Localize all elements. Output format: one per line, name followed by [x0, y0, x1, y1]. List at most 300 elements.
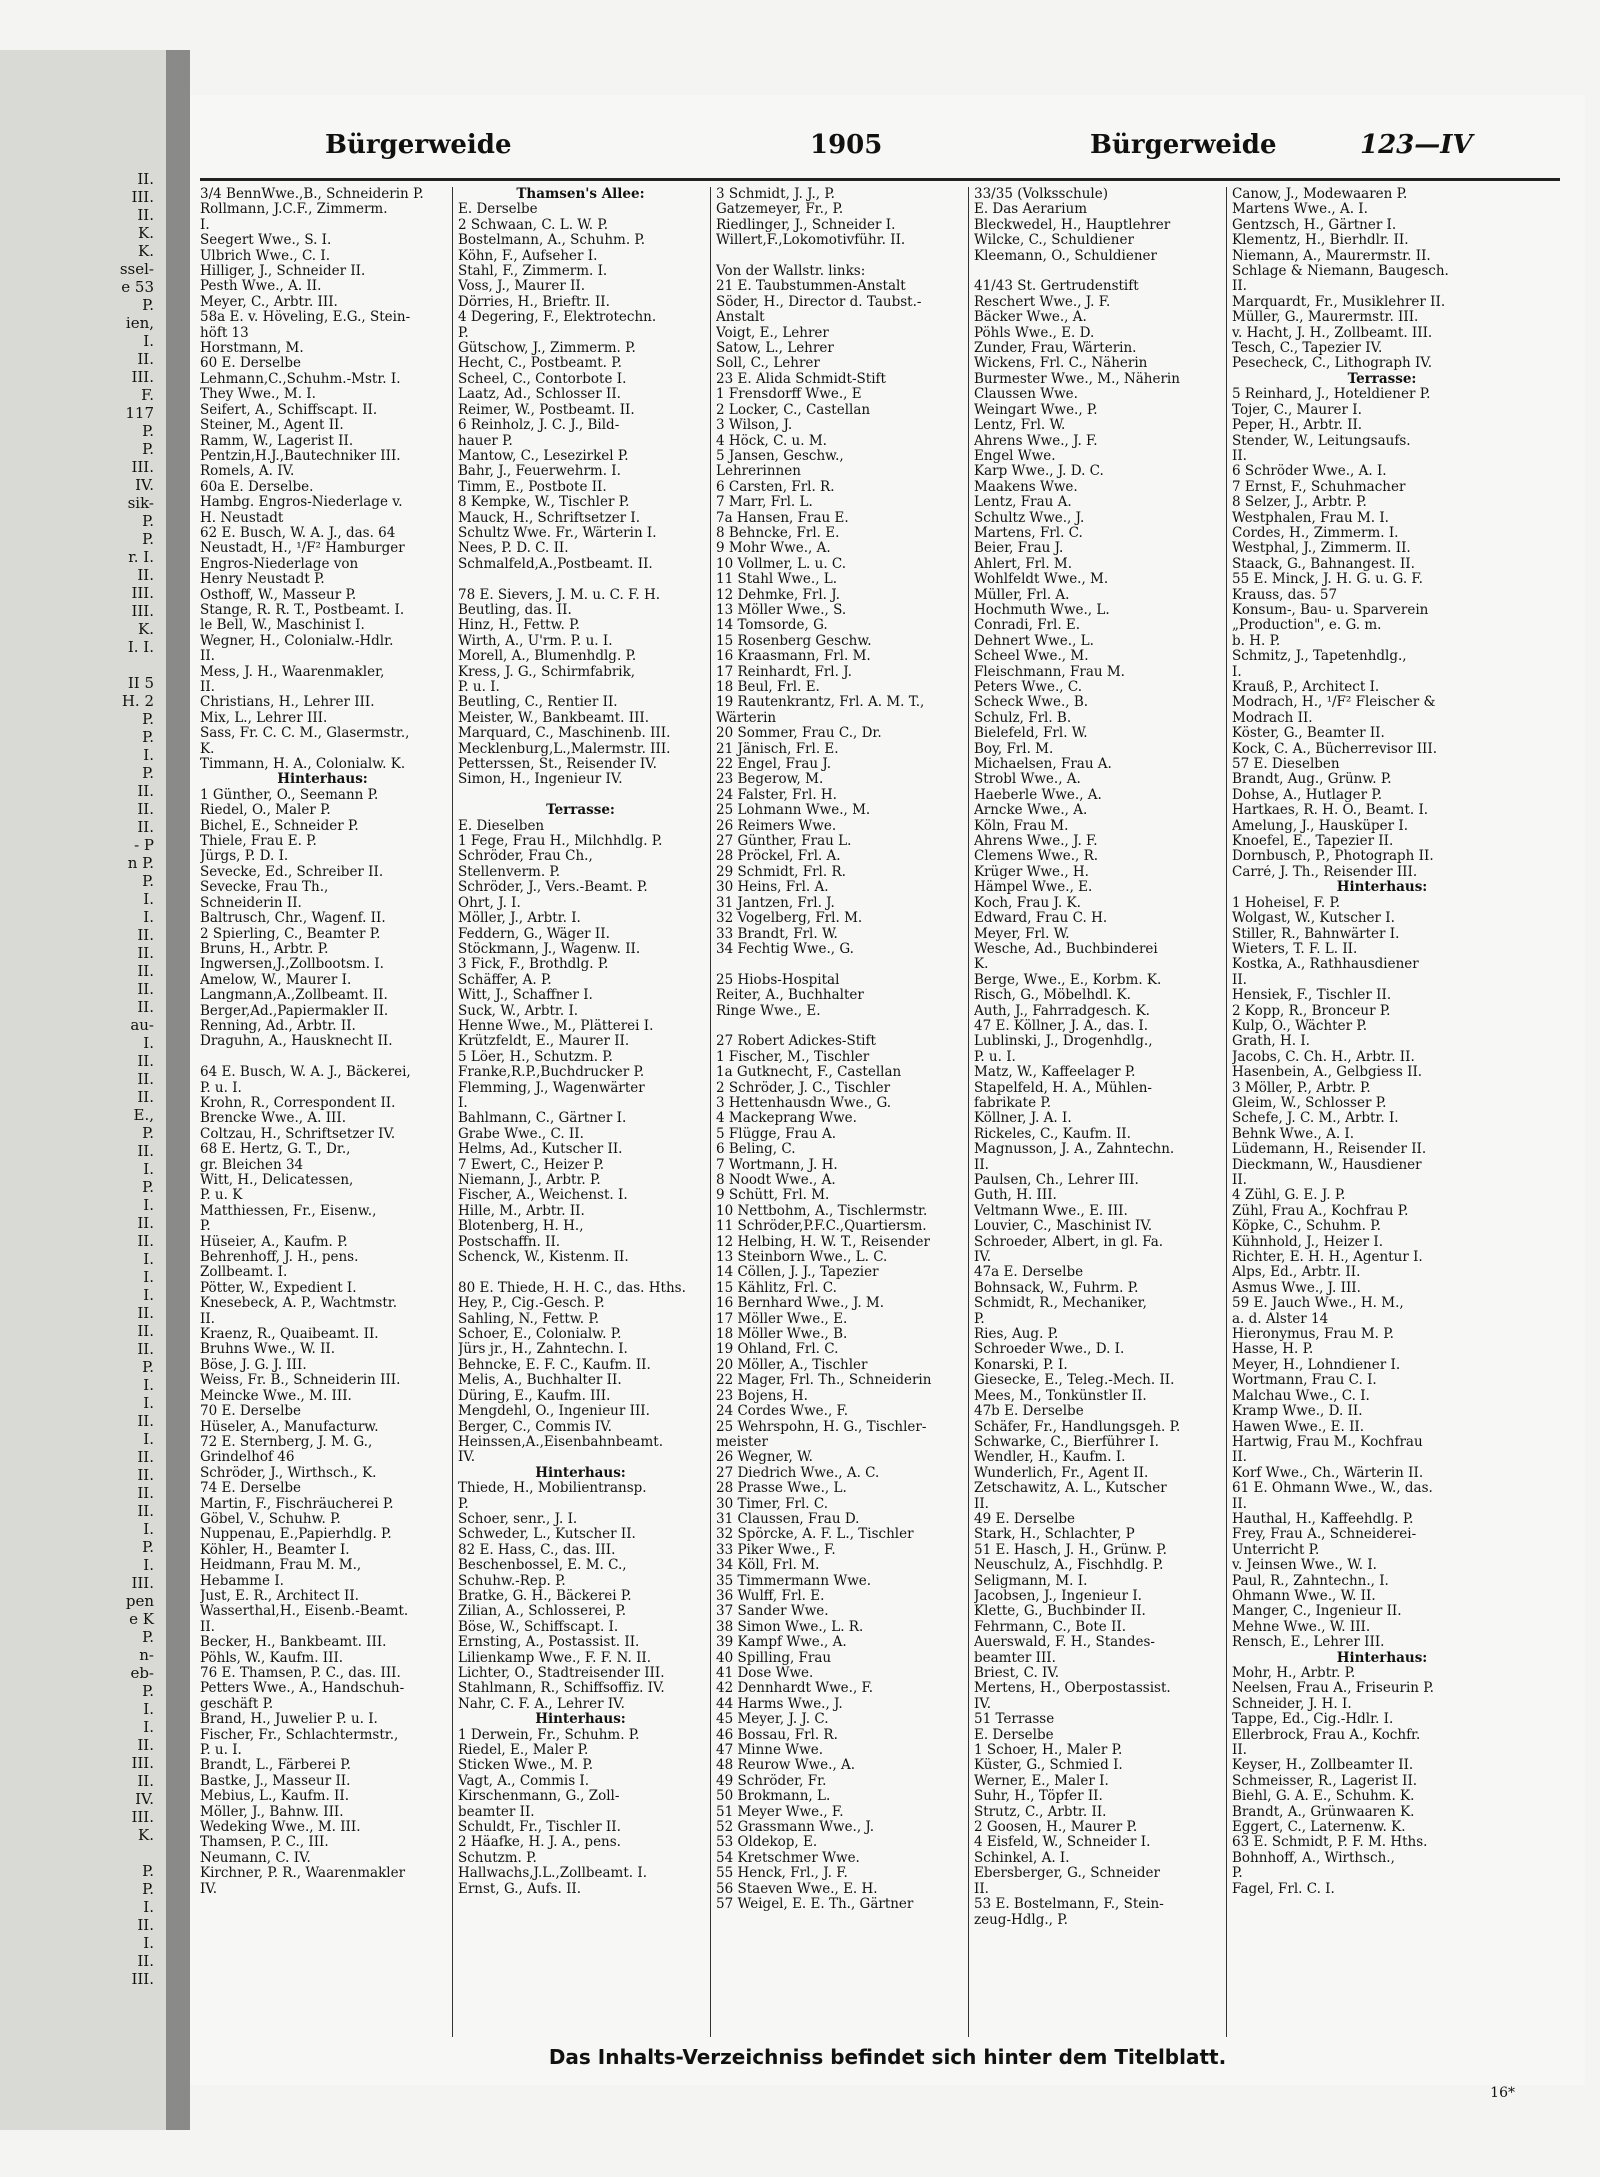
directory-entry: Claussen Wwe.	[974, 387, 1078, 403]
directory-entry: Behncke, E. F. C., Kaufm. II.	[458, 1357, 651, 1373]
directory-entry: Martens Wwe., A. I.	[1232, 202, 1368, 218]
margin-fragment: P.	[142, 530, 154, 548]
directory-entry: Meyer, Frl. W.	[974, 926, 1070, 942]
directory-entry: 26 Wegner, W.	[716, 1450, 813, 1466]
directory-entry: Küster, G., Schmied I.	[974, 1758, 1123, 1774]
directory-entry: Voss, J., Maurer II.	[458, 279, 586, 295]
directory-entry: 55 E. Minck, J. H. G. u. G. F.	[1232, 572, 1423, 588]
directory-entry: 8 Behncke, Frl. E.	[716, 525, 840, 541]
margin-fragment: II.	[137, 944, 154, 962]
margin-fragment: I.	[143, 1250, 154, 1268]
directory-entry: Berge, Wwe., E., Korbm. K.	[974, 972, 1162, 988]
directory-entry: Witt, H., Delicatessen,	[200, 1173, 354, 1188]
directory-entry: I.	[200, 217, 210, 233]
directory-entry: 51 Meyer Wwe., F.	[716, 1804, 844, 1820]
directory-entry: 1a Gutknecht, F., Castellan	[716, 1065, 902, 1081]
directory-entry: Pöhls Wwe., E. D.	[974, 325, 1095, 341]
margin-fragment: II.	[137, 1142, 154, 1160]
margin-fragment: II.	[137, 1502, 154, 1520]
directory-entry: 21 E. Taubstummen-Anstalt	[716, 279, 906, 295]
directory-entry: Hasse, H. P.	[1232, 1342, 1314, 1358]
directory-entry: IV.	[458, 1450, 476, 1466]
directory-entry: Klementz, H., Bierhdlr. II.	[1232, 233, 1409, 249]
directory-entry: Langmann,A.,Zollbeamt. II.	[200, 988, 388, 1004]
directory-entry: Thiede, H., Mobilientransp.	[458, 1481, 647, 1497]
directory-entry: 57 E. Dieselben	[1232, 757, 1340, 773]
directory-entry: Schwarke, C., Bierführer I.	[974, 1434, 1159, 1450]
directory-entry: Konsum-, Bau- u. Sparverein	[1232, 602, 1429, 618]
margin-fragment: K.	[138, 242, 154, 260]
directory-entry: Mix, L., Lehrer III.	[200, 710, 328, 726]
margin-fragment: I.	[143, 1376, 154, 1394]
directory-entry: I.	[458, 1095, 468, 1111]
directory-entry: 47b E. Derselbe	[974, 1404, 1084, 1420]
directory-entry: 2 Locker, C., Castellan	[716, 402, 871, 418]
directory-entry: Schroeder, Albert, in gl. Fa.	[974, 1234, 1164, 1250]
margin-fragment: III.	[131, 368, 154, 386]
directory-entry: Maakens Wwe.	[974, 479, 1078, 495]
directory-entry: Stange, R. R. T., Postbeamt. I.	[200, 602, 405, 618]
directory-entry: Mauck, H., Schriftsetzer I.	[458, 510, 641, 526]
directory-entry: 1 Frensdorff Wwe., E	[716, 387, 862, 403]
directory-entry: Dornbusch, P., Photograph II.	[1232, 849, 1434, 865]
directory-entry: 6 Reinholz, J. C. J., Bild-	[458, 418, 620, 434]
margin-fragment: I.	[143, 1934, 154, 1952]
directory-entry: II.	[200, 649, 215, 665]
directory-entry: Unterricht P.	[1232, 1542, 1320, 1558]
directory-entry: Morell, A., Blumenhdlg. P.	[458, 649, 637, 665]
margin-fragment: II.	[137, 566, 154, 584]
page-signature: 16*	[1490, 2085, 1515, 2101]
margin-fragment: III.	[131, 602, 154, 620]
margin-fragment: K.	[138, 620, 154, 638]
directory-entry: Lentz, Frl. W.	[974, 418, 1066, 434]
directory-entry: P. u. I.	[458, 680, 500, 695]
directory-entry: Stahl, F., Zimmerm. I.	[458, 264, 608, 280]
directory-entry: Biehl, G. A. E., Schuhm. K.	[1232, 1789, 1415, 1805]
column-5	[1232, 187, 1532, 1897]
directory-entry: Paul, R., Zahntechn., I.	[1232, 1573, 1389, 1589]
directory-entry: 18 Möller Wwe., B.	[716, 1327, 848, 1343]
directory-entry: Mess, J. H., Waarenmakler,	[200, 664, 385, 680]
column-3	[716, 187, 961, 1913]
directory-entry: 82 E. Hass, C., das. III.	[458, 1542, 616, 1558]
directory-entry: Haeberle Wwe., A.	[974, 787, 1102, 803]
directory-entry: Hasenbein, A., Gelbgiess II.	[1232, 1065, 1423, 1081]
directory-entry: Marquard, C., Maschinenb. III.	[458, 726, 671, 742]
directory-entry: 3 Fick, F., Brothdlg. P.	[458, 957, 609, 973]
directory-entry: 27 Robert Adickes-Stift	[716, 1034, 876, 1050]
directory-entry: Mees, M., Tonkünstler II.	[974, 1388, 1147, 1404]
directory-entry: 34 Köll, Frl. M.	[716, 1558, 820, 1574]
directory-entry: Lehrerinnen	[716, 464, 801, 480]
margin-fragment: III.	[131, 188, 154, 206]
directory-entry: 14 Cöllen, J. J., Tapezier	[716, 1265, 879, 1281]
directory-entry: Hey, P., Cig.-Gesch. P.	[458, 1296, 605, 1312]
directory-entry: 24 Falster, Frl. H.	[716, 787, 837, 803]
margin-fragment: P.	[142, 1862, 154, 1880]
directory-entry: Strobl Wwe., A.	[974, 772, 1081, 788]
directory-entry: Schröder, Frau Ch.,	[458, 849, 593, 865]
directory-entry: Manger, C., Ingenieur II.	[1232, 1604, 1402, 1620]
directory-entry: Koch, Frau J. K.	[974, 895, 1081, 911]
directory-entry: Ohmann Wwe., W. II.	[1232, 1588, 1376, 1604]
directory-entry: Kramp Wwe., D. II.	[1232, 1404, 1363, 1420]
directory-entry: Burmester Wwe., M., Näherin	[974, 371, 1180, 387]
directory-entry: Niemann, J., Arbtr. P.	[458, 1173, 601, 1188]
directory-entry: Stiller, R., Bahnwärter I.	[1232, 926, 1400, 942]
directory-entry: II.	[1232, 1743, 1247, 1759]
margin-fragment: I.	[143, 1196, 154, 1214]
directory-page	[190, 95, 1585, 2101]
directory-entry: 61 E. Ohmann Wwe., W., das.	[1232, 1481, 1433, 1497]
directory-entry: Brencke Wwe., A. III.	[200, 1111, 346, 1127]
directory-entry: Dörries, H., Brieftr. II.	[458, 294, 610, 310]
directory-entry: IV.	[974, 1696, 992, 1712]
directory-entry: Christians, H., Lehrer III.	[200, 695, 375, 711]
directory-entry: 37 Sander Wwe.	[716, 1604, 829, 1620]
directory-entry: E. Dieselben	[458, 818, 545, 834]
directory-entry: Martens, Frl. C.	[974, 525, 1083, 541]
directory-entry: 1 Derwein, Fr., Schuhm. P.	[458, 1727, 640, 1743]
header-page-number: 123—IV	[1360, 130, 1473, 160]
directory-entry: Henry Neustadt P.	[200, 572, 325, 588]
directory-entry: E. Derselbe	[974, 1727, 1054, 1743]
margin-fragment: III.	[131, 1970, 154, 1988]
directory-entry: Schmalfeld,A.,Postbeamt. II.	[458, 556, 653, 572]
directory-entry: 76 E. Thamsen, P. C., das. III.	[200, 1666, 401, 1681]
directory-entry: 28 Prasse Wwe., L.	[716, 1481, 847, 1497]
directory-entry: Weiss, Fr. B., Schneiderin III.	[200, 1373, 401, 1389]
directory-entry: Wortmann, Frau C. I.	[1232, 1373, 1377, 1389]
margin-fragment: au-	[130, 1016, 154, 1034]
directory-entry: 11 Schröder,P.F.C.,Quartiersm.	[716, 1219, 927, 1235]
directory-entry: Schweder, L., Kutscher II.	[458, 1527, 636, 1543]
directory-entry: Schenck, W., Kistenm. II.	[458, 1250, 629, 1266]
directory-entry: 80 E. Thiede, H. H. C., das. Hths.	[458, 1280, 686, 1296]
directory-entry: 4 Mackeprang Wwe.	[716, 1111, 857, 1127]
directory-entry: Bahr, J., Feuerwehrm. I.	[458, 464, 621, 480]
directory-entry: 53 Oldekop, E.	[716, 1835, 818, 1851]
directory-entry: P.	[200, 1219, 211, 1235]
directory-entry: Schultz Wwe., J.	[974, 510, 1085, 526]
directory-entry: Boy, Frl. M.	[974, 741, 1054, 757]
directory-entry: Feddern, G., Wäger II.	[458, 926, 610, 942]
footer-note: Das Inhalts-Verzeichniss befindet sich hinter dem Titelblatt.	[548, 2045, 1227, 2069]
directory-entry: E. Derselbe	[458, 202, 538, 218]
directory-entry: Rensch, E., Lehrer III.	[1232, 1635, 1385, 1651]
directory-entry: Nahr, C. F. A., Lehrer IV.	[458, 1696, 625, 1712]
directory-entry: II.	[1232, 1496, 1247, 1512]
directory-entry: Hilliger, J., Schneider II.	[200, 264, 366, 280]
directory-entry: Niemann, A., Maurermstr. II.	[1232, 248, 1431, 264]
directory-entry: P. u. K	[200, 1188, 243, 1204]
directory-entry: 47 Minne Wwe.	[716, 1743, 823, 1759]
directory-entry: Bäcker Wwe., A.	[974, 310, 1087, 326]
margin-fragment: n-	[139, 1646, 154, 1664]
directory-entry: Lilienkamp Wwe., F. F. N. II.	[458, 1650, 652, 1666]
directory-entry: Lentz, Frau A.	[974, 495, 1072, 511]
directory-entry: 2 Häafke, H. J. A., pens.	[458, 1835, 621, 1851]
directory-entry: Gentzsch, H., Gärtner I.	[1232, 217, 1397, 233]
margin-fragment: II.	[137, 206, 154, 224]
directory-entry: 3/4 BennWwe.,B., Schneiderin P.	[200, 187, 424, 202]
margin-fragment: II 5	[127, 674, 154, 692]
directory-entry: Lehmann,C.,Schuhm.-Mstr. I.	[200, 371, 401, 387]
directory-entry: Schuhw.-Rep. P.	[458, 1573, 566, 1589]
directory-entry: Romels, A. IV.	[200, 464, 295, 480]
margin-fragment: II.	[137, 1052, 154, 1070]
directory-entry: 74 E. Derselbe	[200, 1481, 302, 1497]
directory-entry: Müller, G., Maurermstr. III.	[1232, 310, 1419, 326]
directory-entry: 44 Harms Wwe., J.	[716, 1696, 843, 1712]
directory-entry: 62 E. Busch, W. A. J., das. 64	[200, 525, 396, 541]
margin-fragment: P.	[142, 440, 154, 458]
margin-fragment: III.	[131, 1808, 154, 1826]
directory-entry: 1 Günther, O., Seemann P.	[200, 787, 379, 803]
directory-entry: Steiner, M., Agent II.	[200, 418, 344, 434]
margin-fragment: P.	[142, 422, 154, 440]
page-header	[190, 130, 1550, 170]
directory-entry: Hinterhaus:	[277, 772, 368, 788]
directory-entry: Timmann, H. A., Colonialw. K.	[200, 757, 406, 773]
directory-entry: Renning, Ad., Arbtr. II.	[200, 1018, 356, 1034]
directory-entry: Franke,R.P.,Buchdrucker P.	[458, 1065, 645, 1081]
directory-entry: Hebamme I.	[200, 1573, 284, 1589]
directory-entry: Stark, H., Schlachter, P	[974, 1527, 1135, 1543]
directory-entry: P.	[458, 325, 469, 341]
directory-entry: 16 Kraasmann, Frl. M.	[716, 649, 871, 665]
directory-entry: Kleemann, O., Schuldiener	[974, 248, 1157, 264]
directory-entry: Konarski, P. I.	[974, 1357, 1068, 1373]
directory-entry: Dehnert Wwe., L.	[974, 633, 1094, 649]
directory-entry: Bruns, H., Arbtr. P.	[200, 941, 329, 957]
directory-entry: 50 Brokmann, L.	[716, 1789, 831, 1805]
directory-entry: Von der Wallstr. links:	[716, 264, 866, 280]
directory-entry: Peters Wwe., C.	[974, 680, 1082, 695]
directory-entry: 3 Wilson, J.	[716, 418, 793, 434]
margin-fragment: e K	[129, 1610, 154, 1628]
margin-fragment: P.	[142, 1628, 154, 1646]
directory-entry: 8 Selzer, J., Arbtr. P.	[1232, 495, 1367, 511]
directory-entry: 55 Henck, Frl., J. F.	[716, 1866, 848, 1882]
directory-entry: 12 Dehmke, Frl. J.	[716, 587, 840, 603]
directory-entry: 24 Cordes Wwe., F.	[716, 1404, 849, 1420]
header-street-right: Bürgerweide	[1090, 130, 1277, 160]
directory-entry: Zilian, A., Schlosserei, P.	[458, 1604, 627, 1620]
directory-entry: Westphalen, Frau M. I.	[1232, 510, 1389, 526]
directory-entry: Seligmann, M. I.	[974, 1573, 1088, 1589]
margin-fragment: II.	[137, 1070, 154, 1088]
directory-entry: 41/43 St. Gertrudenstift	[974, 279, 1139, 295]
directory-entry: Grindelhof 46	[200, 1450, 295, 1466]
directory-entry: Meister, W., Bankbeamt. III.	[458, 710, 650, 726]
directory-entry: Clemens Wwe., R.	[974, 849, 1099, 865]
directory-entry: Scheck Wwe., B.	[974, 695, 1089, 711]
directory-entry: Marquardt, Fr., Musiklehrer II.	[1232, 294, 1446, 310]
margin-fragment: eb-	[130, 1664, 154, 1682]
directory-entry: 72 E. Sternberg, J. M. G.,	[200, 1434, 373, 1450]
directory-entry: 1 Fege, Frau H., Milchhdlg. P.	[458, 834, 663, 850]
directory-entry: Seegert Wwe., S. I.	[200, 233, 332, 249]
directory-entry: Schröder, J., Wirthsch., K.	[200, 1465, 377, 1481]
directory-entry: Stellenverm. P.	[458, 864, 561, 880]
directory-entry: Schefe, J. C. M., Arbtr. I.	[1232, 1111, 1399, 1127]
directory-entry: Anstalt	[716, 310, 765, 326]
margin-fragment: II.	[137, 170, 154, 188]
margin-fragment: III.	[131, 1574, 154, 1592]
directory-entry: 5 Flügge, Frau A.	[716, 1126, 837, 1142]
margin-fragment	[0, 656, 160, 674]
directory-entry: Behrenhoff, J. H., pens.	[200, 1250, 359, 1266]
directory-entry: Ahlert, Frl. M.	[974, 556, 1073, 572]
directory-entry: Malchau Wwe., C. I.	[1232, 1388, 1370, 1404]
directory-entry: Hartwig, Frau M., Kochfrau	[1232, 1434, 1423, 1450]
directory-entry: 17 Reinhardt, Frl. J.	[716, 664, 852, 680]
directory-entry: Kraenz, R., Quaibeamt. II.	[200, 1327, 379, 1343]
margin-fragment: I.	[143, 1700, 154, 1718]
directory-entry: Hartkaes, R. H. O., Beamt. I.	[1232, 803, 1429, 819]
directory-entry: Bleckwedel, H., Hauptlehrer	[974, 217, 1171, 233]
directory-entry: Wegner, H., Colonialw.-Hdlr.	[200, 633, 394, 649]
directory-entry: Fleischmann, Frau M.	[974, 664, 1125, 680]
directory-entry: Peper, H., Arbtr. II.	[1232, 418, 1363, 434]
directory-entry: Amelung, J., Hausküper I.	[1232, 818, 1409, 834]
previous-page-margin-text	[0, 170, 160, 1988]
directory-entry: Sahling, N., Fettw. P.	[458, 1311, 600, 1327]
directory-entry: 30 Timer, Frl. C.	[716, 1496, 828, 1512]
directory-entry: Schinkel, A. I.	[974, 1850, 1070, 1866]
directory-entry: Bichel, E., Schneider P.	[200, 818, 359, 834]
header-street-left: Bürgerweide	[325, 130, 512, 160]
directory-entry: Bratke, G. H., Bäckerei P.	[458, 1588, 632, 1604]
directory-entry: 49 E. Derselbe	[974, 1511, 1076, 1527]
directory-entry: Stender, W., Leitungsaufs.	[1232, 433, 1411, 449]
directory-entry: Osthoff, W., Masseur P.	[200, 587, 357, 603]
directory-entry: Reimer, W., Postbeamt. II.	[458, 402, 635, 418]
directory-entry: Bostelmann, A., Schuhm. P.	[458, 233, 646, 249]
directory-entry: 68 E. Hertz, G. T., Dr.,	[200, 1142, 351, 1158]
directory-entry: Wieters, T. F. L. II.	[1232, 941, 1358, 957]
directory-entry: Neustadt, H., ¹/F² Hamburger	[200, 541, 405, 557]
directory-entry: 63 E. Schmidt, P. F. M. Hths.	[1232, 1835, 1428, 1851]
directory-entry: Simon, H., Ingenieur IV.	[458, 772, 623, 788]
directory-entry: Hille, M., Arbtr. II.	[458, 1203, 585, 1219]
directory-entry: Timm, E., Postbote II.	[458, 479, 607, 495]
directory-entry: P. u. I.	[200, 1743, 242, 1759]
directory-entry: 31 Jantzen, Frl. J.	[716, 895, 835, 911]
directory-entry: Vagt, A., Commis I.	[458, 1773, 590, 1789]
directory-entry: Zunder, Frau, Wärterin.	[974, 341, 1137, 357]
directory-entry: Pötter, W., Expedient I.	[200, 1280, 357, 1296]
directory-entry: Zetschawitz, A. L., Kutscher	[974, 1481, 1167, 1497]
directory-entry: Schulz, Frl. B.	[974, 710, 1072, 726]
directory-entry: IV.	[974, 1250, 992, 1266]
directory-entry: IV.	[200, 1881, 218, 1897]
directory-entry: Düring, E., Kaufm. III.	[458, 1388, 611, 1404]
margin-fragment: P.	[142, 764, 154, 782]
margin-fragment: II.	[137, 1412, 154, 1430]
directory-entry: 3 Schmidt, J. J., P.	[716, 187, 835, 202]
directory-entry: 51 E. Hasch, J. H., Grünw. P.	[974, 1542, 1167, 1558]
directory-entry: 31 Claussen, Frau D.	[716, 1511, 860, 1527]
directory-entry: Richter, E. H. H., Agentur I.	[1232, 1250, 1423, 1266]
directory-entry: 57 Weigel, E. E. Th., Gärtner	[716, 1897, 914, 1913]
directory-entry: Staack, G., Bahnangest. II.	[1232, 556, 1415, 572]
directory-entry: 42 Dennhardt Wwe., F.	[716, 1681, 874, 1697]
directory-entry: Schutzm. P.	[458, 1850, 537, 1866]
directory-entry: Jacobs, C. Ch. H., Arbtr. II.	[1232, 1049, 1415, 1065]
directory-entry: Lüdemann, H., Reisender II.	[1232, 1142, 1427, 1158]
directory-entry: geschäft P.	[200, 1696, 274, 1712]
directory-entry: Wohlfeldt Wwe., M.	[974, 572, 1109, 588]
directory-entry: 59 E. Jauch Wwe., H. M.,	[1232, 1296, 1404, 1312]
directory-entry: Flemming, J., Wagenwärter	[458, 1080, 645, 1096]
directory-entry: Ries, Aug. P.	[974, 1327, 1059, 1343]
directory-entry: Schmeisser, R., Lagerist II.	[1232, 1773, 1418, 1789]
directory-entry: Gatzemeyer, Fr., P.	[716, 202, 844, 218]
directory-entry: Pentzin,H.J.,Bautechniker III.	[200, 448, 401, 464]
directory-entry: II.	[974, 1496, 989, 1512]
directory-entry: Weingart Wwe., P.	[974, 402, 1098, 418]
directory-entry: 1 Fischer, M., Tischler	[716, 1049, 870, 1065]
margin-fragment: E.,	[133, 1106, 154, 1124]
directory-entry: Sticken Wwe., M. P.	[458, 1758, 594, 1774]
directory-entry: Risch, G., Möbelhdl. K.	[974, 988, 1131, 1004]
directory-entry: Dieckmann, W., Hausdiener	[1232, 1157, 1422, 1173]
margin-fragment: K.	[138, 1826, 154, 1844]
directory-entry: Conradi, Frl. E.	[974, 618, 1081, 634]
directory-entry: 52 Grassmann Wwe., J.	[716, 1820, 875, 1836]
directory-entry: Henne Wwe., M., Plätterei I.	[458, 1018, 654, 1034]
directory-entry: Hinterhaus:	[535, 1465, 626, 1481]
directory-entry: hauer P.	[458, 433, 513, 449]
directory-entry: 21 Jänisch, Frl. E.	[716, 741, 839, 757]
directory-entry: Voigt, E., Lehrer	[716, 325, 829, 341]
directory-entry: Modrach, H., ¹/F² Fleischer &	[1232, 695, 1436, 711]
directory-entry: beamter III.	[974, 1650, 1056, 1666]
margin-fragment: I.	[143, 746, 154, 764]
directory-entry: Bielefeld, Frl. W.	[974, 726, 1088, 742]
margin-fragment: I.	[143, 908, 154, 926]
directory-entry: 6 Carsten, Frl. R.	[716, 479, 835, 495]
directory-entry: E. Das Aerarium	[974, 202, 1088, 218]
margin-fragment: r. I.	[128, 548, 154, 566]
directory-entry: Mantow, C., Lesezirkel P.	[458, 448, 629, 464]
directory-entry: 27 Günther, Frau L.	[716, 834, 852, 850]
margin-fragment: I.	[143, 1430, 154, 1448]
directory-entry: Köhn, F., Aufseher I.	[458, 248, 598, 264]
directory-entry: P.	[458, 1496, 469, 1512]
directory-entry: Neelsen, Frau A., Friseurin P.	[1232, 1681, 1434, 1697]
directory-entry: Köllner, J. A. I.	[974, 1111, 1072, 1127]
margin-fragment: sik-	[127, 494, 154, 512]
directory-entry	[200, 1050, 445, 1065]
directory-entry: Söder, H., Director d. Taubst.-	[716, 294, 922, 310]
directory-entry: Hinterhaus:	[1336, 880, 1428, 896]
directory-entry: Hüseier, A., Kaufm. P.	[200, 1234, 348, 1250]
directory-entry: Brandt, A., Grünwaaren K.	[1232, 1804, 1415, 1820]
directory-entry: Schoer, senr., J. I.	[458, 1511, 578, 1527]
directory-entry: Hauthal, H., Kaffeehdlg. P.	[1232, 1511, 1414, 1527]
directory-entry: Schuldt, Fr., Tischler II.	[458, 1820, 621, 1836]
directory-entry: Sevecke, Ed., Schreiber II.	[200, 864, 384, 880]
directory-entry: Scheel Wwe., M.	[974, 649, 1089, 665]
directory-entry: Heinssen,A.,Eisenbahnbeamt.	[458, 1434, 663, 1450]
directory-entry: 64 E. Busch, W. A. J., Bäckerei,	[200, 1065, 411, 1081]
directory-entry: Louvier, C., Maschinist IV.	[974, 1219, 1153, 1235]
directory-entry: Wedeking Wwe., M. III.	[200, 1820, 361, 1836]
